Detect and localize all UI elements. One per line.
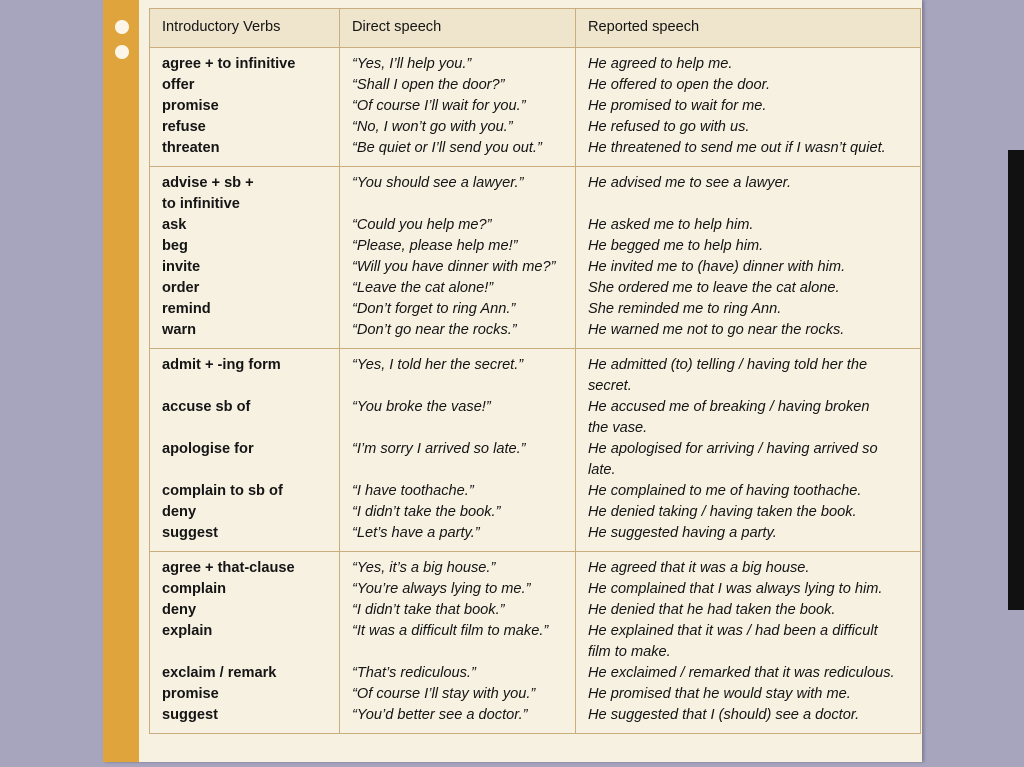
cell-line: promise: [162, 686, 219, 702]
cell-line: “That’s rediculous.”: [352, 665, 476, 681]
cell-line: invite: [162, 259, 201, 275]
cell-line: “Shall I open the door?”: [352, 77, 505, 93]
table-row: [150, 167, 921, 349]
cell-line: He apologised for arriving / having arrived so: [588, 441, 878, 457]
cell-line: He refused to go with us.: [588, 119, 750, 135]
cell-line: [162, 418, 331, 439]
cell-line: “Let’s have a party.”: [352, 525, 480, 541]
cell-line: “No, I won’t go with you.”: [352, 119, 513, 135]
header-direct-speech: Direct speech: [340, 9, 576, 48]
cell-line: He promised to wait for me.: [588, 98, 767, 114]
cell-line: “You’d better see a doctor.”: [352, 707, 528, 723]
cell-line: “Leave the cat alone!”: [352, 280, 494, 296]
direct-speech-cell: [340, 48, 576, 167]
cell-line: [162, 642, 331, 663]
cell-line: offer: [162, 77, 195, 93]
cell-line: “You should see a lawyer.”: [352, 175, 524, 191]
cell-line: “I’m sorry I arrived so late.”: [352, 441, 526, 457]
cell-line: promise: [162, 98, 219, 114]
cell-line: exclaim / remark: [162, 665, 277, 681]
cell-line: complain to sb of: [162, 483, 283, 499]
binder-margin: [103, 0, 139, 762]
cell-line: He denied that he had taken the book.: [588, 602, 836, 618]
cell-line: [352, 418, 567, 439]
cell-line: order: [162, 280, 200, 296]
cell-line: He threatened to send me out if I wasn’t quiet.: [588, 140, 886, 156]
cell-line: He agreed that it was a big house.: [588, 560, 810, 576]
cell-line: admit + -ing form: [162, 357, 281, 373]
direct-speech-cell: [340, 167, 576, 349]
cell-line: explain: [162, 623, 213, 639]
cell-line: He exclaimed / remarked that it was rediculous.: [588, 665, 895, 681]
direct-speech-cell: [340, 349, 576, 552]
cell-line: He invited me to (have) dinner with him.: [588, 259, 846, 275]
cell-line: “You broke the vase!”: [352, 399, 491, 415]
introductory-verbs-cell: [150, 552, 340, 734]
cell-line: She ordered me to leave the cat alone.: [588, 280, 840, 296]
cell-line: beg: [162, 238, 188, 254]
cell-line: “Don’t go near the rocks.”: [352, 322, 517, 338]
cell-line: He denied taking / having taken the book.: [588, 504, 857, 520]
cell-line: late.: [588, 462, 616, 478]
cell-line: warn: [162, 322, 197, 338]
header-introductory-verbs: Introductory Verbs: [150, 9, 340, 48]
introductory-verbs-cell: [150, 167, 340, 349]
cell-line: “Yes, I told her the secret.”: [352, 357, 524, 373]
cell-line: “You’re always lying to me.”: [352, 581, 531, 597]
cell-line: He offered to open the door.: [588, 77, 771, 93]
cell-line: apologise for: [162, 441, 254, 457]
cell-line: “I didn’t take that book.”: [352, 602, 505, 618]
cell-line: [162, 460, 331, 481]
cell-line: She reminded me to ring Ann.: [588, 301, 782, 317]
cell-line: secret.: [588, 378, 632, 394]
reported-speech-cell: [576, 48, 921, 167]
binder-hole-icon: [115, 20, 129, 34]
cell-line: “Yes, it’s a big house.”: [352, 560, 496, 576]
cell-line: He begged me to help him.: [588, 238, 764, 254]
cell-line: advise + sb +: [162, 175, 254, 191]
cell-line: [352, 460, 567, 481]
cell-line: suggest: [162, 525, 218, 541]
table-row: [150, 349, 921, 552]
table-row: [150, 48, 921, 167]
cell-line: “I have toothache.”: [352, 483, 474, 499]
reported-speech-cell: [576, 167, 921, 349]
cell-line: He promised that he would stay with me.: [588, 686, 851, 702]
cell-line: remind: [162, 301, 211, 317]
cell-line: He asked me to help him.: [588, 217, 754, 233]
cell-line: “Could you help me?”: [352, 217, 492, 233]
cell-line: film to make.: [588, 644, 671, 660]
cell-line: “Be quiet or I’ll send you out.”: [352, 140, 542, 156]
cell-line: to infinitive: [162, 196, 240, 212]
cell-line: He admitted (to) telling / having told her the: [588, 357, 868, 373]
cell-line: He warned me not to go near the rocks.: [588, 322, 845, 338]
reported-speech-cell: [576, 349, 921, 552]
cell-line: accuse sb of: [162, 399, 251, 415]
table-header-row: [150, 9, 921, 48]
cell-line: [162, 376, 331, 397]
reported-speech-table: [149, 8, 921, 734]
header-reported-speech: Reported speech: [576, 9, 921, 48]
cell-line: deny: [162, 602, 197, 618]
cell-line: agree + that-clause: [162, 560, 295, 576]
cell-line: threaten: [162, 140, 220, 156]
cell-line: He agreed to help me.: [588, 56, 733, 72]
cell-line: “I didn’t take the book.”: [352, 504, 501, 520]
cell-line: He accused me of breaking / having broken: [588, 399, 870, 415]
cell-line: “Of course I’ll wait for you.”: [352, 98, 526, 114]
cell-line: ask: [162, 217, 187, 233]
cell-line: “Please, please help me!”: [352, 238, 518, 254]
reported-speech-cell: [576, 552, 921, 734]
introductory-verbs-cell: [150, 48, 340, 167]
cell-line: [352, 376, 567, 397]
cell-line: [352, 642, 567, 663]
cell-line: deny: [162, 504, 197, 520]
cell-line: the vase.: [588, 420, 648, 436]
cell-line: He complained to me of having toothache.: [588, 483, 862, 499]
cell-line: “Will you have dinner with me?”: [352, 259, 556, 275]
table-row: [150, 552, 921, 734]
cell-line: suggest: [162, 707, 218, 723]
direct-speech-cell: [340, 552, 576, 734]
cell-line: He advised me to see a lawyer.: [588, 175, 792, 191]
cell-line: “Don’t forget to ring Ann.”: [352, 301, 516, 317]
textbook-page: [103, 0, 922, 762]
cell-line: He suggested that I (should) see a doctor.: [588, 707, 860, 723]
cell-line: refuse: [162, 119, 206, 135]
sheet: [139, 0, 922, 762]
cell-line: [352, 194, 567, 215]
cell-line: He explained that it was / had been a difficult: [588, 623, 878, 639]
cell-line: “Of course I’ll stay with you.”: [352, 686, 536, 702]
cell-line: He complained that I was always lying to him.: [588, 581, 883, 597]
background-dark-strip: [1008, 150, 1024, 610]
cell-line: agree + to infinitive: [162, 56, 296, 72]
cell-line: [588, 194, 912, 215]
introductory-verbs-cell: [150, 349, 340, 552]
cell-line: He suggested having a party.: [588, 525, 777, 541]
binder-hole-icon: [115, 45, 129, 59]
cell-line: complain: [162, 581, 227, 597]
cell-line: “It was a difficult film to make.”: [352, 623, 549, 639]
cell-line: “Yes, I’ll help you.”: [352, 56, 472, 72]
